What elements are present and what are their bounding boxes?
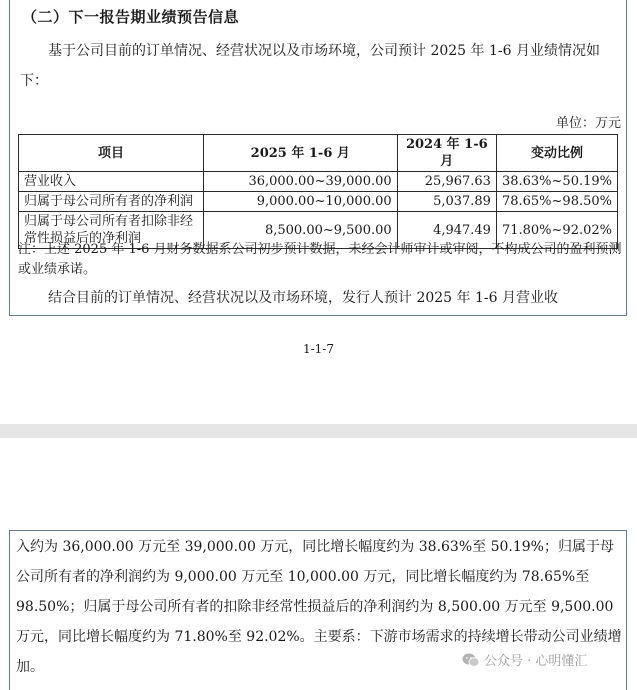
cell-2025: 9,000.00~10,000.00 [203,192,397,212]
cell-2024: 4,947.49 [397,212,496,249]
cell-change: 78.65%~98.50% [496,192,617,212]
page-separator [0,424,637,438]
cell-change: 71.80%~92.02% [496,212,617,249]
section-heading: （二）下一报告期业绩预告信息 [22,8,240,26]
table-header-row [19,135,618,172]
conclusion-paragraph-start: 结合目前的订单情况、经营状况以及市场环境，发行人预计 2025 年 1-6 月营业收 [48,290,558,306]
row-label: 归属于母公司所有者扣除非经常性损益后的净利润 [19,212,204,249]
watermark [462,650,587,669]
intro-paragraph: 基于公司目前的订单情况、经营状况以及市场环境，公司预计 2025 年 1-6 月业绩情况如下： [20,43,600,89]
conclusion-paragraph-continued: 入约为 36,000.00 万元至 39,000.00 万元，同比增长幅度约为 38.63%至 50.19%；归属于母公司所有者的净利润约为 9,000.00 万元至 10,000.00 万元，同比增长幅度约为 78.65%至 98.50%；归属于母公司所有者的扣除非经常性损益后的净利润约为 8,500.00 万元至 9,500.00 万元，同比增长幅度约为 71.80%至 92.02%。主要系：下游市场需求的持续增长带动公司业绩增加。 [16,539,622,675]
watermark-text: 公众号 · 心明懂汇 [484,654,588,669]
table-note: 注：上述 2025 年 1-6 月财务数据系公司初步预计数据，未经会计师审计或审阅，不构成公司的盈利预测或业绩承诺。 [18,242,622,277]
header-change: 变动比例 [496,135,617,172]
cell-2024: 25,967.63 [397,172,496,192]
table-row [19,172,618,192]
wechat-icon [462,652,480,668]
cell-2024: 5,037.89 [397,192,496,212]
row-label: 营业收入 [19,172,204,192]
forecast-table [18,134,618,249]
page-number: 1-1-7 [302,342,334,356]
row-label: 归属于母公司所有者的净利润 [19,192,204,212]
cell-2025: 36,000.00~39,000.00 [203,172,397,192]
header-item: 项目 [19,135,204,172]
cell-2025: 8,500.00~9,500.00 [203,212,397,249]
unit-label: 单位：万元 [555,116,621,131]
header-2025: 2025 年 1-6 月 [203,135,397,172]
cell-change: 38.63%~50.19% [496,172,617,192]
table-row [19,192,618,212]
header-2024: 2024 年 1-6 月 [397,135,496,172]
